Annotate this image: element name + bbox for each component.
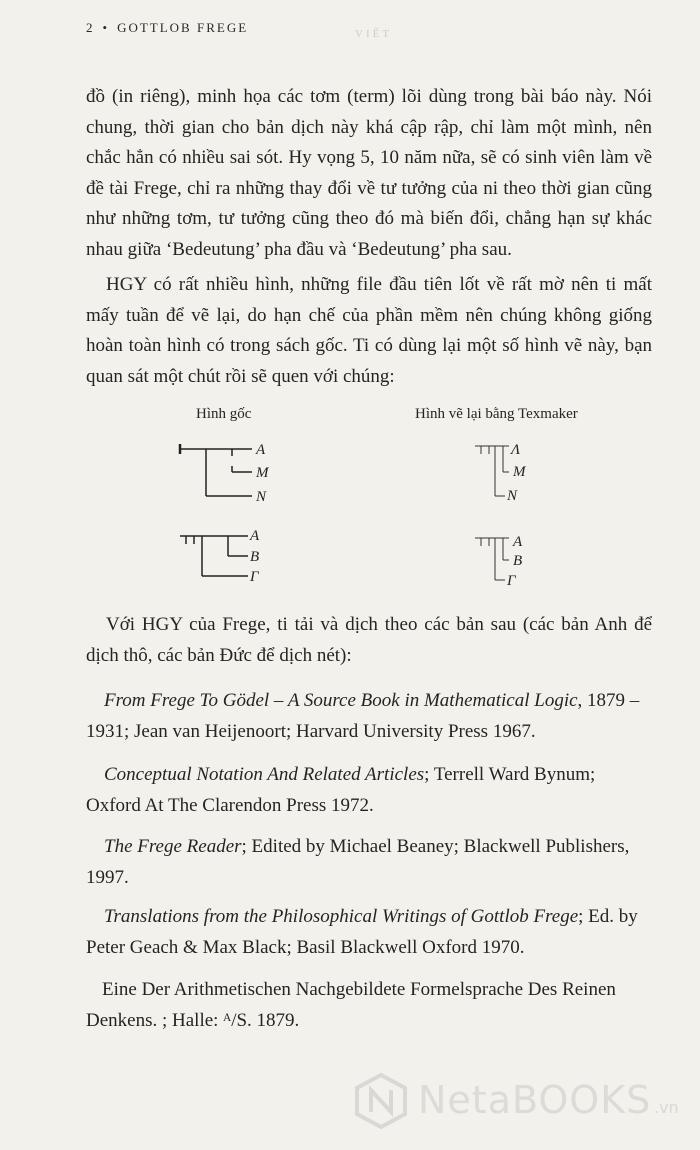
label-greek-A: A bbox=[250, 528, 260, 544]
watermark-brand: NetaBOOKS bbox=[418, 1078, 652, 1122]
reference-title: From Frege To Gödel – A Source Book in Mathematical Logic bbox=[104, 690, 578, 711]
label-greek-B: B bbox=[250, 549, 260, 565]
reference-title: Conceptual Notation And Related Articles bbox=[104, 764, 425, 785]
running-header bbox=[86, 20, 248, 36]
redrawn-label-lambda: Λ bbox=[511, 442, 521, 458]
reference-title: The Frege Reader bbox=[104, 836, 242, 857]
reference-details: ; Edited by Michael Beaney; Blackwell Publishers, 1997. bbox=[86, 836, 630, 888]
bleed-through-text: VIẾT bbox=[355, 28, 393, 40]
label-A: A bbox=[256, 442, 266, 458]
page-number: 2 bbox=[86, 20, 95, 35]
figure-caption-redrawn: Hình vẽ lại bằng Texmaker bbox=[415, 406, 578, 422]
reference-item bbox=[86, 686, 652, 747]
reference-details: ; Terrell Ward Bynum; Oxford At The Clarendon Press 1972. bbox=[86, 764, 596, 816]
reference-details: Eine Der Arithmetischen Nachgebildete Formelsprache Des Reinen Denkens. ; Halle: ᴬ/S. 1879. bbox=[86, 979, 616, 1031]
redrawn-label-N: N bbox=[507, 488, 518, 504]
figure-caption-original: Hình gốc bbox=[196, 406, 252, 422]
header-separator: • bbox=[102, 20, 110, 35]
redrawn-diagram-bottom bbox=[475, 530, 555, 590]
watermark bbox=[352, 1068, 692, 1134]
label-M: M bbox=[256, 465, 269, 481]
reference-item bbox=[86, 975, 652, 1036]
reference-item bbox=[86, 832, 652, 893]
label-N: N bbox=[256, 489, 267, 505]
redrawn-label-M: M bbox=[513, 464, 526, 480]
label-greek-Gamma: Γ bbox=[250, 569, 259, 585]
redrawn-label-B: B bbox=[513, 553, 523, 569]
original-diagram-greek bbox=[180, 528, 280, 588]
watermark-suffix: .vn bbox=[654, 1098, 679, 1117]
paragraph-2: HGY có rất nhiều hình, những file đầu tiên lốt về rất mờ nên ti mất mấy tuần để vẽ lại, do hạn chế của phần mềm nên chúng không giống hoàn toàn hình có trong sách gốc. Ti có dùng lại một số hình vẽ này, bạn quan sát một chút rồi sẽ quen với chúng: bbox=[86, 274, 652, 387]
netabooks-logo-icon bbox=[352, 1072, 410, 1130]
redrawn-label-Gamma: Γ bbox=[507, 573, 516, 589]
redrawn-label-A: A bbox=[513, 534, 523, 550]
reference-details: , 1879 – 1931; Jean van Heijenoort; Harvard University Press 1967. bbox=[86, 690, 640, 742]
running-title: GOTTLOB FREGE bbox=[117, 20, 249, 35]
reference-title: Translations from the Philosophical Writings of Gottlob Frege bbox=[104, 906, 579, 927]
paragraph-1: đồ (in riêng), minh họa các tơm (term) lõi dùng trong bài báo này. Nói chung, thời gian cho bản dịch này khá cập rập, chỉ làm một mình, nên chắc hẳn có nhiều sai sót. Hy vọng 5, 10 năm nữa, sẽ có sinh viên làm về đề tài Frege, chỉ ra những thay đổi về tư tưởng của ni theo thời gian cũng như những tơm, tư tưởng cũng theo đó mà biến đổi, chẳng hạn sự khác nhau giữa ‘Bedeutung’ pha đầu và ‘Bedeutung’ pha sau. bbox=[86, 86, 652, 260]
reference-item bbox=[86, 760, 652, 821]
redrawn-diagram-top bbox=[475, 440, 555, 506]
reference-details: ; Ed. by Peter Geach & Max Black; Basil Blackwell Oxford 1970. bbox=[86, 906, 638, 958]
original-diagram-latin bbox=[170, 430, 280, 510]
reference-item bbox=[86, 902, 652, 963]
paragraph-3: Với HGY của Frege, ti tải và dịch theo các bản sau (các bản Anh để dịch thô, các bản Đức để dịch nét): bbox=[86, 614, 652, 666]
